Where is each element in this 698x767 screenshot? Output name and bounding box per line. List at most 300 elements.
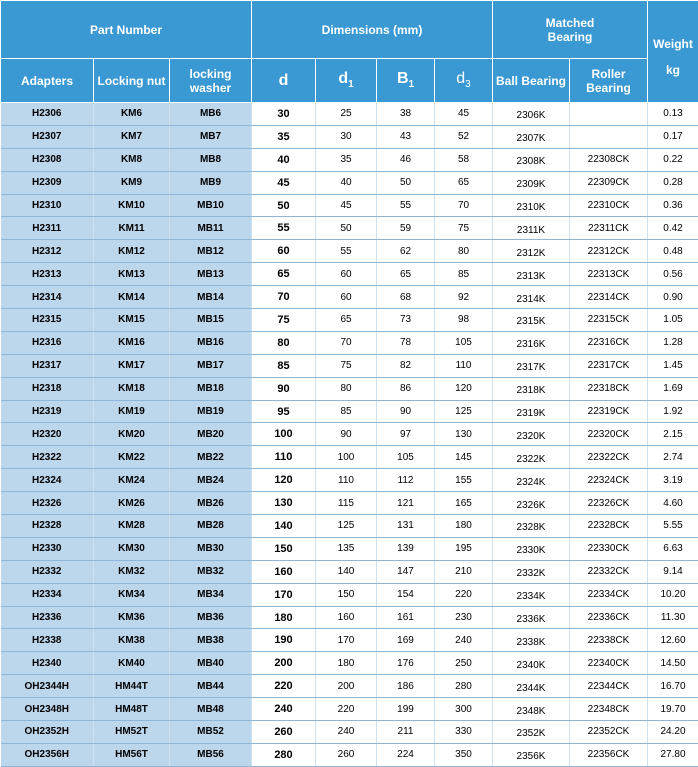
table-row	[1, 698, 698, 721]
adapter-cell: H2326	[1, 492, 94, 515]
d3-cell: 80	[435, 240, 493, 263]
locking-nut-cell: KM15	[94, 309, 170, 332]
d3-cell: 195	[435, 537, 493, 560]
roller-bearing-cell: 22322CK	[570, 446, 648, 469]
b1-cell: 82	[377, 354, 435, 377]
locking-washer-cell: MB26	[170, 492, 252, 515]
col-roller-bearing: Roller Bearing	[570, 59, 648, 103]
ball-bearing-cell: 2319K	[493, 400, 570, 423]
d1-cell: 115	[316, 492, 377, 515]
adapter-cell: H2317	[1, 354, 94, 377]
d-cell: 35	[252, 125, 316, 148]
weight-cell: 12.60	[648, 629, 698, 652]
weight-cell: 0.48	[648, 240, 698, 263]
d-cell: 65	[252, 263, 316, 286]
weight-cell: 2.74	[648, 446, 698, 469]
table-row	[1, 309, 698, 332]
d1-cell: 200	[316, 675, 377, 698]
adapter-cell: H2310	[1, 194, 94, 217]
weight-cell: 1.69	[648, 377, 698, 400]
locking-nut-cell: KM11	[94, 217, 170, 240]
weight-cell: 16.70	[648, 675, 698, 698]
d3-cell: 125	[435, 400, 493, 423]
weight-cell: 0.56	[648, 263, 698, 286]
d1-cell: 160	[316, 606, 377, 629]
d-cell: 40	[252, 148, 316, 171]
d3-cell: 92	[435, 286, 493, 309]
ball-bearing-cell: 2314K	[493, 286, 570, 309]
d-cell: 240	[252, 698, 316, 721]
d-cell: 55	[252, 217, 316, 240]
table-row	[1, 103, 698, 126]
weight-cell: 0.28	[648, 171, 698, 194]
b1-cell: 90	[377, 400, 435, 423]
roller-bearing-cell: 22328CK	[570, 515, 648, 538]
d-cell: 260	[252, 721, 316, 744]
table-row	[1, 652, 698, 675]
roller-bearing-cell	[570, 125, 648, 148]
d-cell: 120	[252, 469, 316, 492]
locking-nut-cell: KM14	[94, 286, 170, 309]
d1-cell: 30	[316, 125, 377, 148]
adapter-cell: H2334	[1, 583, 94, 606]
table-row	[1, 171, 698, 194]
weight-label: Weight	[653, 37, 693, 51]
b1-cell: 65	[377, 263, 435, 286]
d-cell: 30	[252, 103, 316, 126]
d-cell: 80	[252, 331, 316, 354]
locking-nut-cell: KM30	[94, 537, 170, 560]
locking-washer-cell: MB19	[170, 400, 252, 423]
b1-cell: 161	[377, 606, 435, 629]
d1-cell: 140	[316, 560, 377, 583]
part-number-header: Part Number	[1, 1, 252, 59]
adapter-cell: OH2348H	[1, 698, 94, 721]
weight-cell: 24.20	[648, 721, 698, 744]
locking-nut-cell: HM48T	[94, 698, 170, 721]
d1-cell: 170	[316, 629, 377, 652]
roller-bearing-cell: 22324CK	[570, 469, 648, 492]
adapter-cell: H2308	[1, 148, 94, 171]
locking-nut-cell: KM13	[94, 263, 170, 286]
roller-bearing-cell: 22308CK	[570, 148, 648, 171]
ball-bearing-cell: 2334K	[493, 583, 570, 606]
adapter-cell: H2316	[1, 331, 94, 354]
ball-bearing-cell: 2328K	[493, 515, 570, 538]
roller-bearing-cell: 22313CK	[570, 263, 648, 286]
roller-bearing-cell: 22330CK	[570, 537, 648, 560]
col-b1-base: B	[397, 70, 409, 87]
weight-cell: 0.90	[648, 286, 698, 309]
d3-cell: 98	[435, 309, 493, 332]
locking-nut-cell: KM12	[94, 240, 170, 263]
locking-washer-cell: MB56	[170, 743, 252, 766]
b1-cell: 199	[377, 698, 435, 721]
adapter-cell: H2319	[1, 400, 94, 423]
col-locking-nut: Locking nut	[94, 59, 170, 103]
locking-washer-cell: MB15	[170, 309, 252, 332]
col-ball-bearing: Ball Bearing	[493, 59, 570, 103]
d1-cell: 50	[316, 217, 377, 240]
d1-cell: 60	[316, 286, 377, 309]
weight-cell: 19.70	[648, 698, 698, 721]
table-row	[1, 263, 698, 286]
roller-bearing-cell: 22348CK	[570, 698, 648, 721]
roller-bearing-cell	[570, 103, 648, 126]
ball-bearing-cell: 2348K	[493, 698, 570, 721]
weight-cell: 0.42	[648, 217, 698, 240]
weight-cell: 1.05	[648, 309, 698, 332]
locking-washer-cell: MB17	[170, 354, 252, 377]
table-row	[1, 469, 698, 492]
table-row	[1, 400, 698, 423]
d3-cell: 65	[435, 171, 493, 194]
d3-cell: 280	[435, 675, 493, 698]
d-cell: 70	[252, 286, 316, 309]
adapter-cell: OH2352H	[1, 721, 94, 744]
d1-cell: 180	[316, 652, 377, 675]
locking-nut-cell: KM28	[94, 515, 170, 538]
d3-cell: 130	[435, 423, 493, 446]
locking-nut-cell: KM18	[94, 377, 170, 400]
d1-cell: 85	[316, 400, 377, 423]
d-cell: 180	[252, 606, 316, 629]
locking-nut-cell: HM44T	[94, 675, 170, 698]
locking-nut-cell: KM16	[94, 331, 170, 354]
d1-cell: 150	[316, 583, 377, 606]
b1-cell: 43	[377, 125, 435, 148]
table-row	[1, 240, 698, 263]
ball-bearing-cell: 2306K	[493, 103, 570, 126]
weight-header	[648, 1, 698, 103]
col-adapters: Adapters	[1, 59, 94, 103]
weight-cell: 6.63	[648, 537, 698, 560]
roller-bearing-cell: 22334CK	[570, 583, 648, 606]
b1-cell: 169	[377, 629, 435, 652]
d3-cell: 220	[435, 583, 493, 606]
d3-cell: 105	[435, 331, 493, 354]
roller-bearing-cell: 22310CK	[570, 194, 648, 217]
d1-cell: 80	[316, 377, 377, 400]
table-row	[1, 743, 698, 766]
roller-bearing-cell: 22317CK	[570, 354, 648, 377]
locking-washer-cell: MB18	[170, 377, 252, 400]
d3-cell: 210	[435, 560, 493, 583]
d-cell: 110	[252, 446, 316, 469]
locking-nut-cell: KM19	[94, 400, 170, 423]
d-cell: 200	[252, 652, 316, 675]
d3-cell: 85	[435, 263, 493, 286]
locking-nut-cell: KM17	[94, 354, 170, 377]
d3-cell: 145	[435, 446, 493, 469]
locking-nut-cell: KM20	[94, 423, 170, 446]
d-cell: 160	[252, 560, 316, 583]
b1-cell: 38	[377, 103, 435, 126]
b1-cell: 55	[377, 194, 435, 217]
b1-cell: 131	[377, 515, 435, 538]
b1-cell: 186	[377, 675, 435, 698]
d3-cell: 250	[435, 652, 493, 675]
roller-bearing-cell: 22312CK	[570, 240, 648, 263]
weight-cell: 11.30	[648, 606, 698, 629]
d1-cell: 45	[316, 194, 377, 217]
b1-cell: 211	[377, 721, 435, 744]
d-cell: 150	[252, 537, 316, 560]
col-d1-sub: 1	[348, 80, 354, 91]
d1-cell: 60	[316, 263, 377, 286]
d3-cell: 120	[435, 377, 493, 400]
ball-bearing-cell: 2310K	[493, 194, 570, 217]
ball-bearing-cell: 2336K	[493, 606, 570, 629]
b1-cell: 68	[377, 286, 435, 309]
table-row	[1, 537, 698, 560]
locking-washer-cell: MB24	[170, 469, 252, 492]
locking-washer-cell: MB7	[170, 125, 252, 148]
d-cell: 95	[252, 400, 316, 423]
table-row	[1, 606, 698, 629]
d1-cell: 260	[316, 743, 377, 766]
b1-cell: 139	[377, 537, 435, 560]
table-row	[1, 148, 698, 171]
locking-washer-cell: MB28	[170, 515, 252, 538]
locking-washer-cell: MB11	[170, 217, 252, 240]
weight-cell: 3.19	[648, 469, 698, 492]
roller-bearing-cell: 22340CK	[570, 652, 648, 675]
table-row	[1, 125, 698, 148]
d-cell: 90	[252, 377, 316, 400]
locking-washer-cell: MB48	[170, 698, 252, 721]
b1-cell: 97	[377, 423, 435, 446]
d-cell: 45	[252, 171, 316, 194]
col-locking-washer: locking washer	[170, 59, 252, 103]
matched-bearing-line2: Bearing	[548, 30, 593, 44]
locking-nut-cell: KM26	[94, 492, 170, 515]
ball-bearing-cell: 2330K	[493, 537, 570, 560]
weight-cell: 0.13	[648, 103, 698, 126]
d-cell: 100	[252, 423, 316, 446]
matched-bearing-header	[493, 1, 648, 59]
d1-cell: 125	[316, 515, 377, 538]
ball-bearing-cell: 2316K	[493, 331, 570, 354]
table-row	[1, 583, 698, 606]
d1-cell: 240	[316, 721, 377, 744]
adapter-cell: H2330	[1, 537, 94, 560]
adapter-cell: H2340	[1, 652, 94, 675]
b1-cell: 78	[377, 331, 435, 354]
d3-cell: 180	[435, 515, 493, 538]
adapter-cell: H2306	[1, 103, 94, 126]
col-b1	[377, 59, 435, 103]
d3-cell: 45	[435, 103, 493, 126]
roller-bearing-cell: 22309CK	[570, 171, 648, 194]
weight-cell: 1.28	[648, 331, 698, 354]
weight-cell: 0.17	[648, 125, 698, 148]
ball-bearing-cell: 2324K	[493, 469, 570, 492]
ball-bearing-cell: 2356K	[493, 743, 570, 766]
d3-cell: 110	[435, 354, 493, 377]
adapter-cell: H2318	[1, 377, 94, 400]
d1-cell: 70	[316, 331, 377, 354]
d3-cell: 52	[435, 125, 493, 148]
locking-washer-cell: MB16	[170, 331, 252, 354]
adapter-cell: H2315	[1, 309, 94, 332]
d-cell: 75	[252, 309, 316, 332]
b1-cell: 112	[377, 469, 435, 492]
b1-cell: 147	[377, 560, 435, 583]
locking-nut-cell: KM9	[94, 171, 170, 194]
b1-cell: 73	[377, 309, 435, 332]
weight-cell: 2.15	[648, 423, 698, 446]
col-d1-base: d	[338, 70, 348, 87]
table-row	[1, 194, 698, 217]
col-b1-sub: 1	[409, 80, 415, 91]
col-d1	[316, 59, 377, 103]
weight-cell: 0.22	[648, 148, 698, 171]
adapter-cell: H2313	[1, 263, 94, 286]
adapter-cell: H2311	[1, 217, 94, 240]
locking-nut-cell: KM7	[94, 125, 170, 148]
d-cell: 190	[252, 629, 316, 652]
d-cell: 220	[252, 675, 316, 698]
table-row	[1, 217, 698, 240]
d3-cell: 230	[435, 606, 493, 629]
d-cell: 60	[252, 240, 316, 263]
roller-bearing-cell: 22319CK	[570, 400, 648, 423]
b1-cell: 176	[377, 652, 435, 675]
locking-washer-cell: MB6	[170, 103, 252, 126]
d1-cell: 90	[316, 423, 377, 446]
d-cell: 85	[252, 354, 316, 377]
d-cell: 280	[252, 743, 316, 766]
d1-cell: 40	[316, 171, 377, 194]
ball-bearing-cell: 2322K	[493, 446, 570, 469]
locking-washer-cell: MB22	[170, 446, 252, 469]
b1-cell: 224	[377, 743, 435, 766]
b1-cell: 46	[377, 148, 435, 171]
d1-cell: 65	[316, 309, 377, 332]
weight-unit: kg	[666, 63, 680, 77]
locking-washer-cell: MB52	[170, 721, 252, 744]
roller-bearing-cell: 22336CK	[570, 606, 648, 629]
adapter-cell: H2324	[1, 469, 94, 492]
d1-cell: 100	[316, 446, 377, 469]
b1-cell: 86	[377, 377, 435, 400]
matched-bearing-line1: Matched	[546, 16, 595, 30]
weight-cell: 10.20	[648, 583, 698, 606]
d-cell: 130	[252, 492, 316, 515]
table-row	[1, 492, 698, 515]
ball-bearing-cell: 2311K	[493, 217, 570, 240]
d1-cell: 75	[316, 354, 377, 377]
b1-cell: 105	[377, 446, 435, 469]
d1-cell: 135	[316, 537, 377, 560]
d3-cell: 300	[435, 698, 493, 721]
adapter-cell: H2338	[1, 629, 94, 652]
locking-washer-cell: MB8	[170, 148, 252, 171]
adapter-cell: OH2356H	[1, 743, 94, 766]
dimensions-header: Dimensions (mm)	[252, 1, 493, 59]
locking-washer-cell: MB32	[170, 560, 252, 583]
b1-cell: 154	[377, 583, 435, 606]
d1-cell: 35	[316, 148, 377, 171]
locking-washer-cell: MB20	[170, 423, 252, 446]
d1-cell: 25	[316, 103, 377, 126]
locking-nut-cell: KM22	[94, 446, 170, 469]
d1-cell: 55	[316, 240, 377, 263]
weight-cell: 27.80	[648, 743, 698, 766]
locking-washer-cell: MB34	[170, 583, 252, 606]
table-row	[1, 354, 698, 377]
roller-bearing-cell: 22315CK	[570, 309, 648, 332]
weight-cell: 0.36	[648, 194, 698, 217]
ball-bearing-cell: 2312K	[493, 240, 570, 263]
adapter-cell: OH2344H	[1, 675, 94, 698]
adapter-cell: H2312	[1, 240, 94, 263]
ball-bearing-cell: 2344K	[493, 675, 570, 698]
table-row	[1, 377, 698, 400]
ball-bearing-cell: 2320K	[493, 423, 570, 446]
locking-nut-cell: KM36	[94, 606, 170, 629]
adapter-cell: H2314	[1, 286, 94, 309]
roller-bearing-cell: 22344CK	[570, 675, 648, 698]
locking-washer-cell: MB30	[170, 537, 252, 560]
table-row	[1, 286, 698, 309]
table-body	[1, 103, 698, 767]
col-d3	[435, 59, 493, 103]
table-row	[1, 423, 698, 446]
d3-cell: 75	[435, 217, 493, 240]
table-row	[1, 629, 698, 652]
col-d3-sub: 3	[465, 80, 471, 91]
weight-cell: 5.55	[648, 515, 698, 538]
weight-cell: 1.92	[648, 400, 698, 423]
table-row	[1, 560, 698, 583]
locking-washer-cell: MB12	[170, 240, 252, 263]
d-cell: 170	[252, 583, 316, 606]
ball-bearing-cell: 2326K	[493, 492, 570, 515]
weight-cell: 14.50	[648, 652, 698, 675]
weight-cell: 1.45	[648, 354, 698, 377]
col-d: d	[252, 59, 316, 103]
ball-bearing-cell: 2318K	[493, 377, 570, 400]
ball-bearing-cell: 2315K	[493, 309, 570, 332]
roller-bearing-cell: 22326CK	[570, 492, 648, 515]
adapter-cell: H2332	[1, 560, 94, 583]
locking-nut-cell: HM56T	[94, 743, 170, 766]
ball-bearing-cell: 2332K	[493, 560, 570, 583]
adapter-cell: H2328	[1, 515, 94, 538]
roller-bearing-cell: 22318CK	[570, 377, 648, 400]
roller-bearing-cell: 22356CK	[570, 743, 648, 766]
locking-nut-cell: HM52T	[94, 721, 170, 744]
adapter-cell: H2320	[1, 423, 94, 446]
roller-bearing-cell: 22352CK	[570, 721, 648, 744]
locking-washer-cell: MB9	[170, 171, 252, 194]
locking-nut-cell: KM32	[94, 560, 170, 583]
locking-washer-cell: MB36	[170, 606, 252, 629]
adapter-cell: H2336	[1, 606, 94, 629]
locking-washer-cell: MB40	[170, 652, 252, 675]
ball-bearing-cell: 2340K	[493, 652, 570, 675]
ball-bearing-cell: 2338K	[493, 629, 570, 652]
locking-nut-cell: KM8	[94, 148, 170, 171]
d-cell: 50	[252, 194, 316, 217]
roller-bearing-cell: 22314CK	[570, 286, 648, 309]
roller-bearing-cell: 22311CK	[570, 217, 648, 240]
ball-bearing-cell: 2307K	[493, 125, 570, 148]
d3-cell: 70	[435, 194, 493, 217]
locking-nut-cell: KM6	[94, 103, 170, 126]
